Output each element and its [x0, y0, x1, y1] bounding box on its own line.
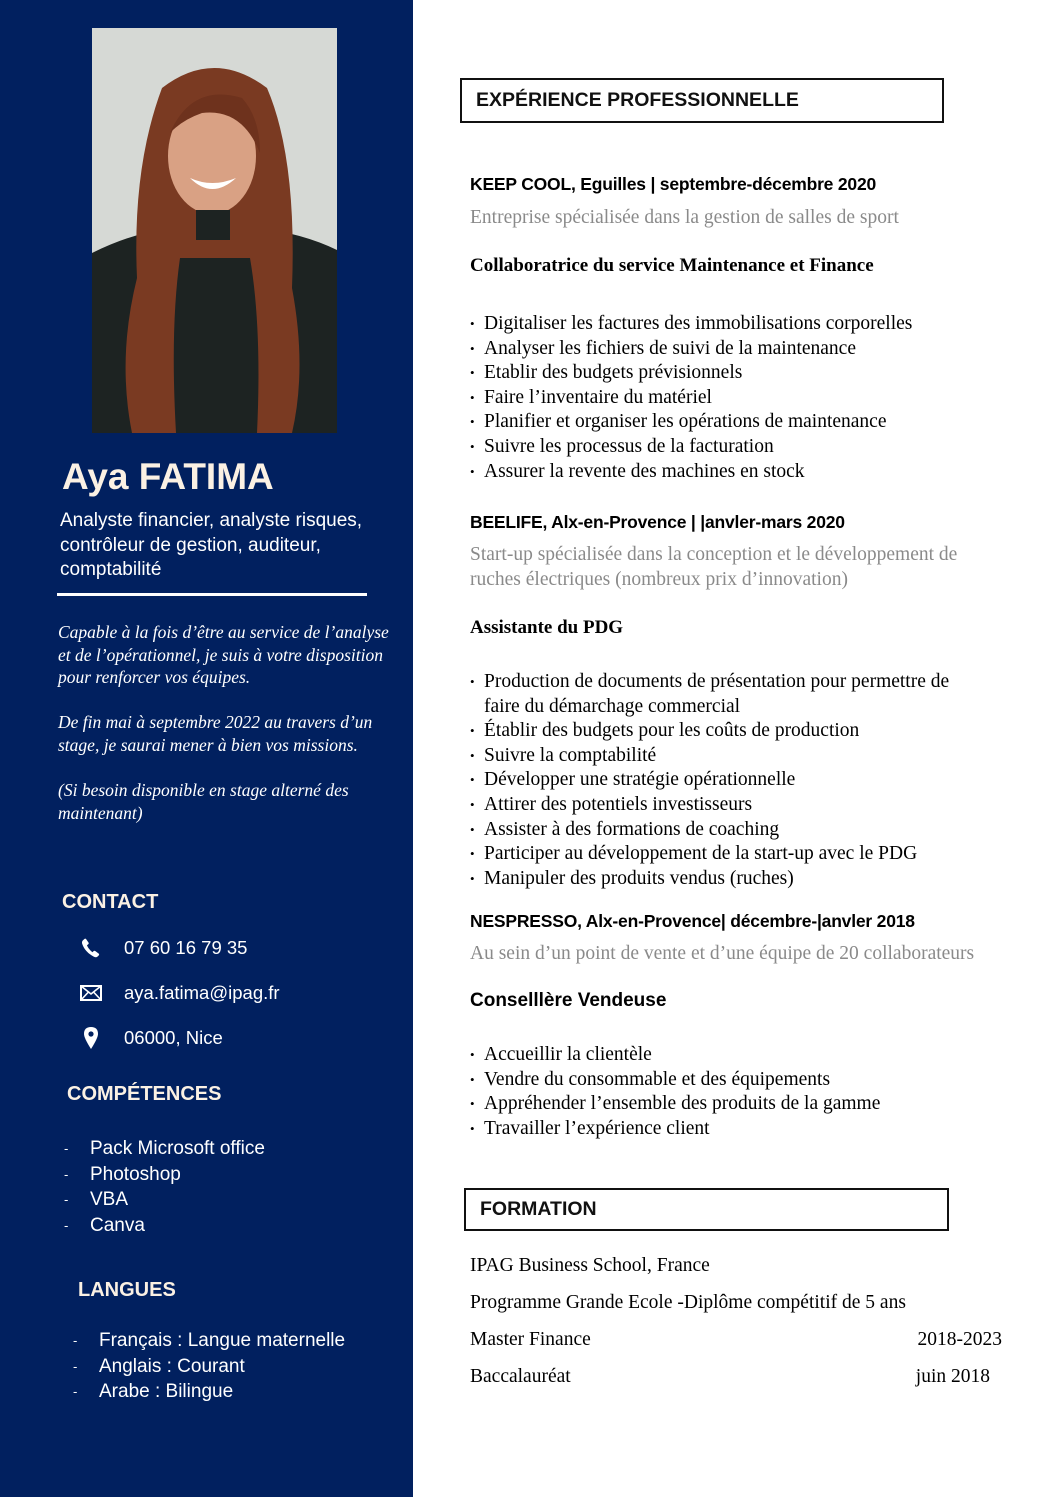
education-row — [470, 1255, 1002, 1277]
task-item: • Digitaliser les factures des immobilisations corporelles — [470, 313, 913, 334]
task-item: • Vendre du consommable et des équipements — [470, 1068, 831, 1090]
education-label: IPAG Business School, France — [470, 1255, 710, 1276]
task-item: • Assurer la revente des machines en stock — [470, 460, 805, 482]
task-item: • Assister à des formations de coaching — [470, 818, 780, 840]
company-description: Start-up spécialisée dans la conception et le développement de ruches électriques (nombreux prix d’innovation) — [470, 544, 958, 590]
task-item: • Etablir des budgets prévisionnels — [470, 362, 743, 384]
education-row — [470, 1329, 1002, 1351]
intro-paragraph: Capable à la fois d’être au service de l’analyse et de l’opérationnel, je suis à votre disposition pour renforcer vos équipes. — [58, 622, 389, 688]
task-item: • Faire l’inventaire du matériel — [470, 386, 712, 408]
task-item: • Appréhender l’ensemble des produits de la gamme — [470, 1093, 881, 1115]
contact-location — [76, 1023, 223, 1053]
task-item: • Établir des budgets pour les coûts de production — [470, 720, 860, 742]
task-item: • Planifier et organiser les opérations de maintenance — [470, 411, 887, 433]
task-item: • Analyser les fichiers de suivi de la maintenance — [470, 337, 856, 359]
task-item: • Manipuler des produits vendus (ruches) — [470, 867, 794, 889]
task-item: • Participer au développement de la start-up avec le PDG — [470, 843, 918, 865]
education-date: juin 2018 — [915, 1366, 990, 1387]
education-label: Baccalauréat — [470, 1366, 571, 1387]
skills-heading: COMPÉTENCES — [67, 1083, 222, 1105]
education-row — [470, 1292, 1002, 1314]
email-address: aya.fatima@ipag.fr — [124, 982, 280, 1003]
intro-paragraph: De fin mai à septembre 2022 au travers d’un stage, je saurai mener à bien vos missions. — [58, 712, 373, 755]
contact-phone[interactable] — [76, 933, 248, 963]
job-role: Collaboratrice du service Maintenance et Finance — [470, 255, 874, 276]
education-label: Master Finance — [470, 1329, 591, 1350]
map-pin-icon — [76, 1025, 106, 1051]
education-label: Programme Grande Ecole -Diplôme compétitif de 5 ans — [470, 1292, 906, 1313]
phone-number: 07 60 16 79 35 — [124, 937, 248, 958]
job-titles: Analyste financier, analyste risques, contrôleur de gestion, auditeur, comptabilité — [60, 510, 363, 580]
task-list — [470, 670, 949, 891]
job-header: BEELIFE, Alx-en-Provence | |anvler-mars 2020 — [470, 512, 845, 532]
education-row — [470, 1366, 990, 1388]
company-description: Au sein d’un point de vente et d’une équipe de 20 collaborateurs — [470, 943, 975, 964]
location: 06000, Nice — [124, 1027, 223, 1048]
job-role: Assistante du PDG — [470, 617, 624, 638]
divider — [57, 593, 367, 596]
job-header: NESPRESSO, Alx-en-Provence| décembre-|anvler 2018 — [470, 911, 915, 931]
company-description: Entreprise spécialisée dans la gestion de salles de sport — [470, 207, 899, 228]
phone-icon — [76, 935, 106, 961]
job-role: Conselllère Vendeuse — [470, 990, 667, 1011]
education-heading: FORMATION — [464, 1188, 949, 1231]
languages-heading: LANGUES — [78, 1279, 176, 1301]
education-date: 2018-2023 — [917, 1329, 1002, 1350]
envelope-icon — [76, 980, 106, 1006]
task-item: • Travailler l’expérience client — [470, 1117, 710, 1139]
task-item: • Accueillir la clientèle — [470, 1044, 652, 1065]
intro-text — [58, 621, 398, 847]
task-item: • Attirer des potentiels investisseurs — [470, 793, 753, 815]
intro-paragraph: (Si besoin disponible en stage alterné des maintenant) — [58, 780, 349, 823]
profile-photo — [92, 28, 337, 433]
contact-heading: CONTACT — [62, 891, 159, 913]
task-item: • Développer une stratégie opérationnelle — [470, 769, 796, 791]
task-list — [470, 312, 912, 484]
task-list — [470, 1043, 880, 1141]
task-item: • Suivre les processus de la facturation — [470, 435, 774, 457]
sidebar: Aya FATIMA Analyste financier, analyste risques, contrôleur de gestion, auditeur, comptabilité Capable à la fois d’être au service de l’analyse et de l’opérationnel, je suis à votre disposition pour renforcer vos équipes. De fin mai à septembre 2022 au travers d’un stage, je saurai mener à bien vos missions. (Si besoin disponible en stage alterné des maintenant) CONTACT 07 60 16 79 35 aya.fatima@ipag.fr 06000, Nice COMPÉTENCES - Pack Microsoft office - Photoshop - VBA - Canva LANGUES - Français : Langue maternelle - Anglais : Courant - Arabe : Bilingue — [0, 0, 413, 1497]
portrait-illustration — [92, 28, 337, 433]
job-header: KEEP COOL, Eguilles | septembre-décembre 2020 — [470, 174, 877, 194]
task-item: • Suivre la comptabilité — [470, 744, 657, 766]
experience-heading: EXPÉRIENCE PROFESSIONNELLE — [460, 78, 944, 123]
candidate-name: Aya FATIMA — [62, 456, 274, 497]
task-item: • Production de documents de présentation pour permettre de faire du démarchage commercial — [470, 671, 950, 717]
contact-email[interactable] — [76, 978, 280, 1008]
